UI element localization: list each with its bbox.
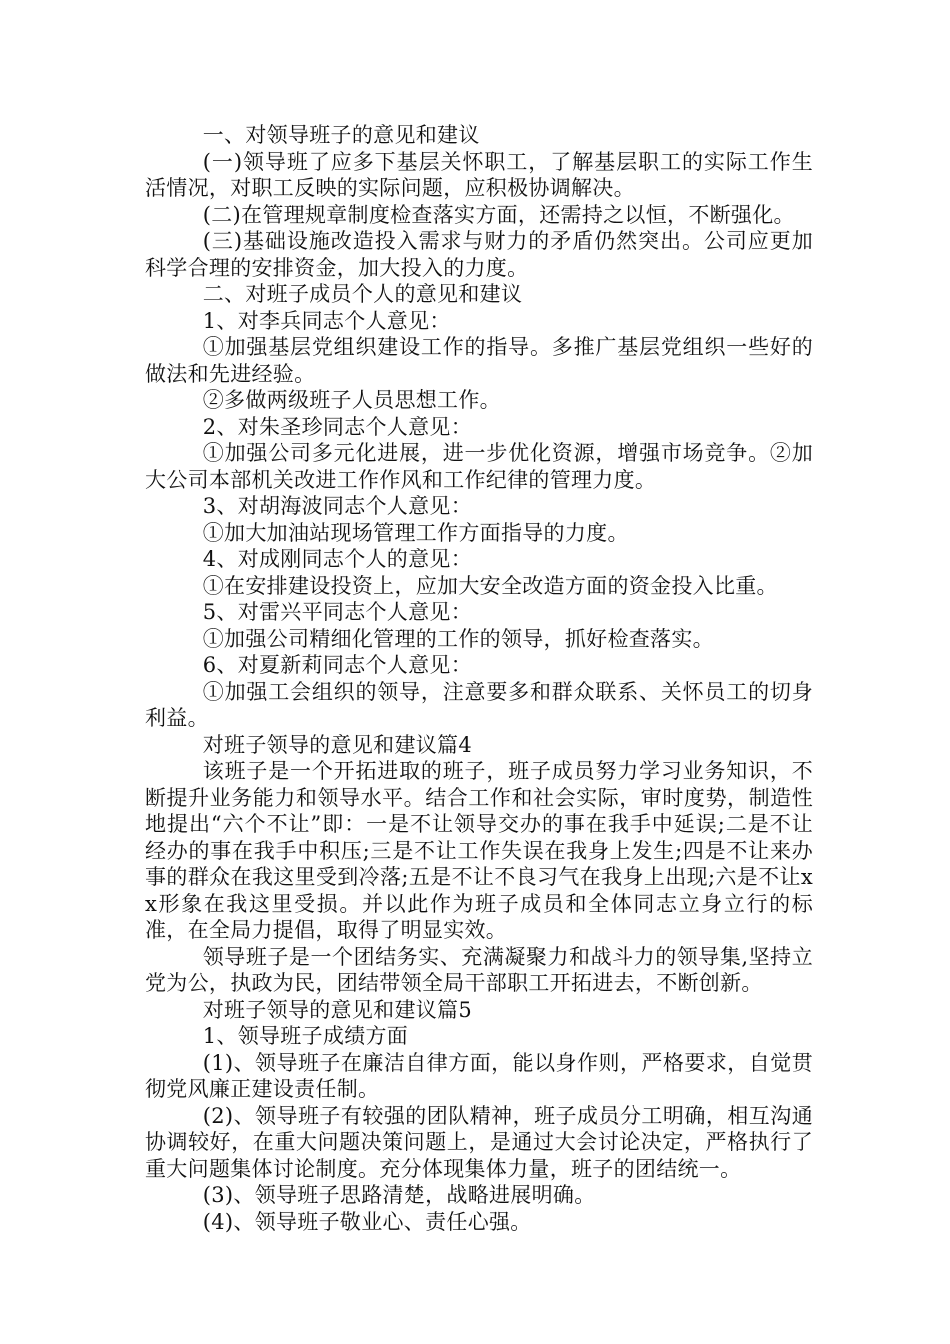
section-heading: 二、对班子成员个人的意见和建议 xyxy=(202,282,523,306)
section-heading: 一、对领导班子的意见和建议 xyxy=(202,123,480,147)
paragraph: ①加大加油站现场管理工作方面指导的力度。 xyxy=(202,520,629,545)
paragraph: (三)基础设施改造投入需求与财力的矛盾仍然突出。公司应更加科学合理的安排资金，加大投入的力度。 xyxy=(145,229,813,280)
paragraph: 该班子是一个开拓进取的班子，班子成员努力学习业务知识，不断提升业务能力和领导水平。结合工作和社会实际，审时度势，制造性地提出“六个不让”即：一是不让领导交办的事在我手中延误;二是不让经办的事在我手中积压;三是不让工作失误在我身上发生;四是不让来办事的群众在我这里受到冷落;五是不让不良习气在我身上出现;六是不让xx形象在我这里受损。并以此作为班子成员和全体同志立身立行的标准，在全局力提倡，取得了明显实效。 xyxy=(145,759,813,942)
subheading: 6、对夏新莉同志个人意见： xyxy=(202,653,473,677)
paragraph: (二)在管理规章制度检查落实方面，还需持之以恒，不断强化。 xyxy=(202,202,795,227)
paragraph: ①加强公司精细化管理的工作的领导，抓好检查落实。 xyxy=(202,626,714,651)
paragraph: ①加强工会组织的领导，注意要多和群众联系、关怀员工的切身利益。 xyxy=(145,679,813,730)
paragraph: ①加强基层党组织建设工作的指导。多推广基层党组织一些好的做法和先进经验。 xyxy=(145,335,813,386)
subheading: 4、对成刚同志个人的意见： xyxy=(202,547,473,571)
subheading: 5、对雷兴平同志个人意见： xyxy=(202,600,473,624)
paragraph: (1)、领导班子在廉洁自律方面，能以身作则，严格要求，自觉贯彻党风廉正建设责任制。 xyxy=(145,1050,813,1101)
subheading: 1、对李兵同志个人意见： xyxy=(202,308,451,333)
subheading: 2、对朱圣珍同志个人意见： xyxy=(202,414,473,439)
paragraph: (3)、领导班子思路清楚，战略进展明确。 xyxy=(202,1183,596,1207)
paragraph: ②多做两级班子人员思想工作。 xyxy=(202,388,501,412)
paragraph: (一)领导班了应多下基层关怀职工，了解基层职工的实际工作生活情况，对职工反映的实际问题，应积极协调解决。 xyxy=(145,149,813,200)
paragraph: (4)、领导班子敬业心、责任心强。 xyxy=(202,1209,532,1234)
paragraph: 领导班子是一个团结务实、充满凝聚力和战斗力的领导集,坚持立党为公，执政为民，团结带领全局干部职工开拓进去，不断创新。 xyxy=(145,944,813,995)
subheading: 1、领导班子成绩方面 xyxy=(202,1024,409,1048)
section-heading: 对班子领导的意见和建议篇4 xyxy=(202,732,473,757)
paragraph: (2)、领导班子有较强的团队精神，班子成员分工明确，相互沟通协调较好，在重大问题决策问题上，是通过大会讨论决定，严格执行了重大问题集体讨论制度。充分体现集体力量，班子的团结统一。 xyxy=(145,1103,813,1181)
subheading: 3、对胡海波同志个人意见： xyxy=(202,494,473,518)
paragraph: ①在安排建设投资上，应加大安全改造方面的资金投入比重。 xyxy=(202,573,778,598)
document-body xyxy=(145,122,813,1235)
section-heading: 对班子领导的意见和建议篇5 xyxy=(202,997,473,1022)
paragraph: ①加强公司多元化进展，进一步优化资源，增强市场竞争。②加大公司本部机关改进工作作风和工作纪律的管理力度。 xyxy=(145,441,813,492)
